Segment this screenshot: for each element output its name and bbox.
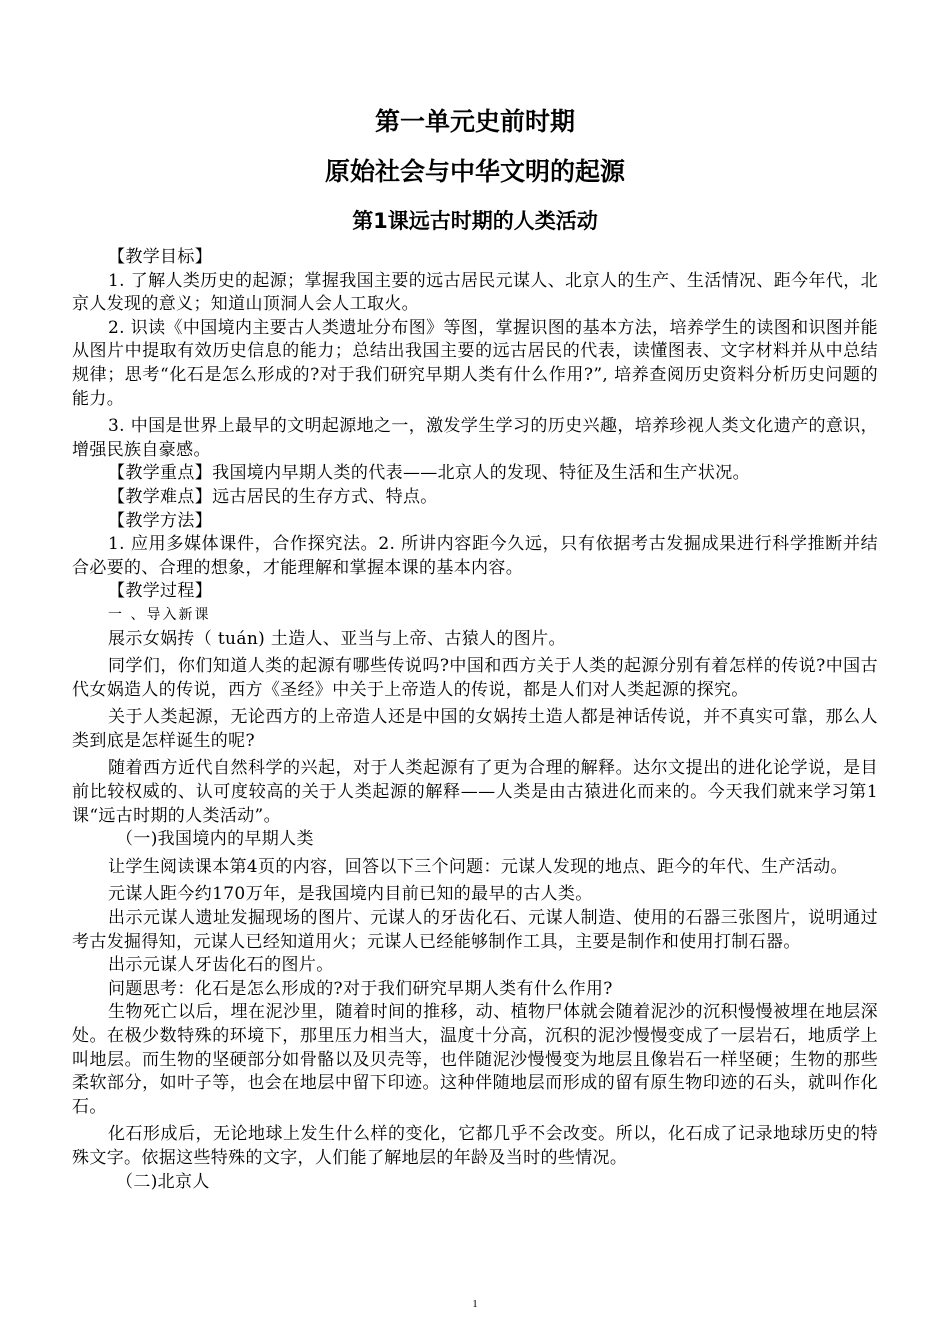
section-heading-process: 【教学过程】 [108,581,213,602]
step-intro-heading: 一 、导入新课 [108,606,211,623]
subsection-heading: （一)我国境内的早期人类 [116,829,314,850]
unit-title: 第一单元史前时期 [374,107,575,136]
objective-3: 3. 中国是世界上最早的文明起源地之一，激发学生学习的历史兴趣，培养珍视人类文化遗产的意识，增强民族自豪感。 [72,416,878,460]
paragraph: 元谋人距今约170万年，是我国境内目前已知的最早的古人类。 [108,884,593,905]
teaching-focus: 【教学重点】我国境内早期人类的代表——北京人的发现、特征及生活和生产状况。 [108,463,750,484]
section-heading-objectives: 【教学目标】 [108,247,213,267]
lesson-body [72,246,878,1194]
paragraph: 关于人类起源，无论西方的上帝造人还是中国的女娲抟土造人都是神话传说，并不真实可靠，那么人类到底是怎样诞生的呢? [72,707,878,751]
paragraph: 出示元谋人遗址发掘现场的图片、元谋人的牙齿化石、元谋人制造、使用的石器三张图片，说明通过考古发掘得知，元谋人已经知道用火；元谋人已经能够制作工具，主要是制作和使用打制石器。 [72,908,878,952]
subsection-heading: （二)北京人 [116,1171,210,1192]
paragraph: 让学生阅读课本第4页的内容，回答以下三个问题：元谋人发现的地点、距今的年代、生产活动。 [108,856,848,877]
page-number: 1 [472,1298,478,1310]
unit-subtitle: 原始社会与中华文明的起源 [324,157,625,186]
paragraph: 问题思考：化石是怎么形成的?对于我们研究早期人类有什么作用? [108,978,613,999]
section-heading-methods: 【教学方法】 [108,510,213,531]
paragraph: 同学们，你们知道人类的起源有哪些传说吗?中国和西方关于人类的起源分别有着怎样的传说?中国古代女娲造人的传说，西方《圣经》中关于上帝造人的传说，都是人们对人类起源的探究。 [72,656,878,700]
objective-1: 1. 了解人类历史的起源；掌握我国主要的远古居民元谋人、北京人的生产、生活情况、距今年代，北京人发现的意义；知道山顶洞人会人工取火。 [72,270,878,315]
paragraph: 随着西方近代自然科学的兴起，对于人类起源有了更为合理的解释。达尔文提出的进化论学说，是目前比较权威的、认可度较高的关于人类起源的解释——人类是由古猿进化而来的。今天我们就来学习第1课“远古时期的人类活动”。 [72,758,878,826]
teaching-methods: 1. 应用多媒体课件，合作探究法。2. 所讲内容距今久远，只有依据考古发掘成果进行科学推断并结合必要的、合理的想象，才能理解和掌握本课的基本内容。 [72,534,878,578]
lesson-title: 第1课远古时期的人类活动 [352,209,598,233]
paragraph: 展示女娲抟（ tuán) 土造人、亚当与上帝、古猿人的图片。 [108,628,566,649]
paragraph: 出示元谋人牙齿化石的图片。 [108,955,334,976]
paragraph: 生物死亡以后，埋在泥沙里，随着时间的推移，动、植物尸体就会随着泥沙的沉积慢慢被埋在地层深处。在极少数特殊的环境下，那里压力相当大，温度十分高，沉积的泥沙慢慢变成了一层岩石，地质学上叫地层。而生物的坚硬部分如骨骼以及贝壳等，也伴随泥沙慢慢变为地层且像岩石一样坚硬；生物的那些柔软部分，如叶子等，也会在地层中留下印迹。这种伴随地层而形成的留有原生物印迹的石头，就叫作化石。 [72,1002,878,1117]
paragraph: 化石形成后，无论地球上发生什么样的变化，它都几乎不会改变。所以，化石成了记录地球历史的特殊文字。依据这些特殊的文字，人们能了解地层的年龄及当时的些情况。 [72,1124,878,1168]
teaching-difficulty: 【教学难点】远古居民的生存方式、特点。 [108,486,438,507]
objective-2: 2. 识读《中国境内主要古人类遗址分布图》等图，掌握识图的基本方法，培养学生的读图和识图并能从图片中提取有效历史信息的能力；总结出我国主要的远古居民的代表，读懂图表、文字材料并从中总结规律；思考“化石是怎么形成的?对于我们研究早期人类有什么作用?”, 培养查阅历史资料分析历史问题的能力。 [72,317,878,409]
